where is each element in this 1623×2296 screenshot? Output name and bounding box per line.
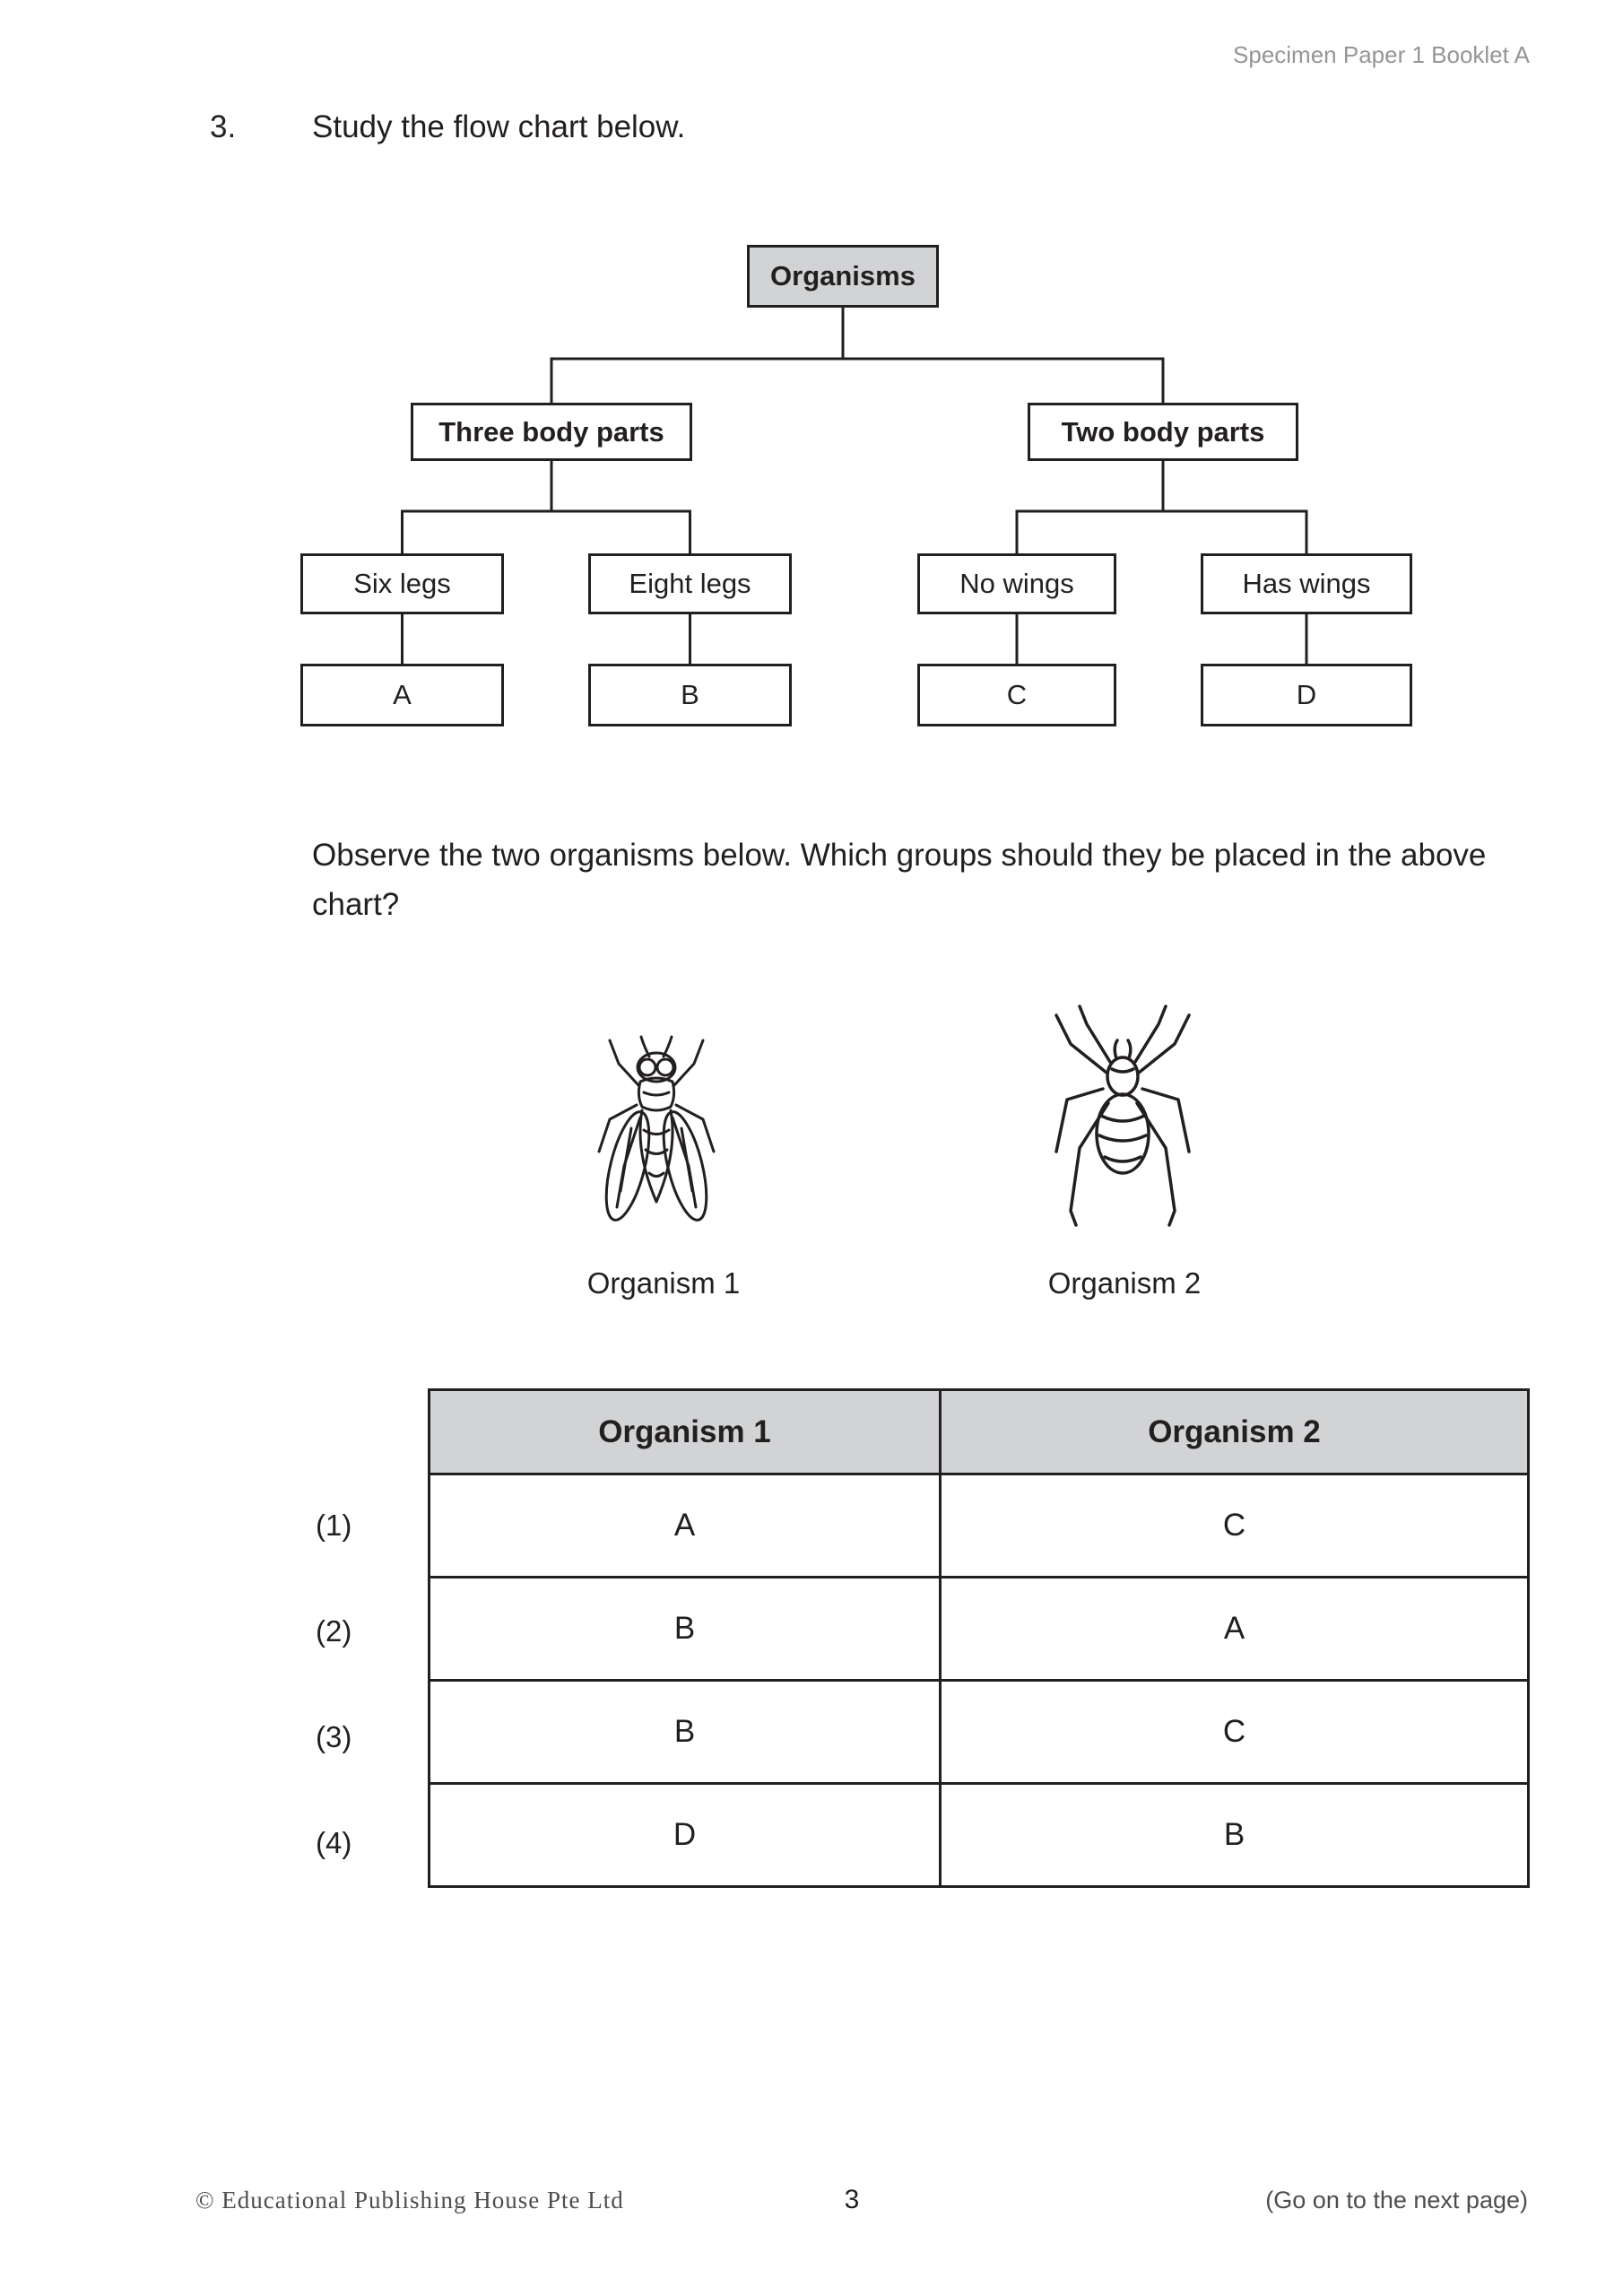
flowchart-box-eight-legs: Eight legs xyxy=(588,553,792,614)
flowchart-box-organisms: Organisms xyxy=(747,245,939,308)
flowchart-box-has-wings: Has wings xyxy=(1201,553,1412,614)
flowchart-box-group-b: B xyxy=(588,664,792,726)
organism-2-label: Organism 2 xyxy=(1047,1266,1202,1300)
spider-illustration xyxy=(1042,1003,1203,1231)
flowchart-box-two-body-parts: Two body parts xyxy=(1028,403,1298,461)
question-observe-text: Observe the two organisms below. Which groups should they be placed in the above chart? xyxy=(312,838,1487,922)
option-2-organism-2-cell: A xyxy=(941,1578,1529,1681)
option-3-label: (3) xyxy=(316,1720,352,1753)
flowchart-box-group-d: D xyxy=(1201,664,1412,726)
table-row xyxy=(430,1474,1529,1578)
option-3-organism-1-cell: B xyxy=(430,1681,941,1784)
option-2-label: (2) xyxy=(316,1614,352,1648)
option-1-organism-1-cell: A xyxy=(430,1474,941,1578)
option-4-label: (4) xyxy=(316,1826,352,1859)
option-2-organism-1-cell: B xyxy=(430,1578,941,1681)
footer-next-page-note: (Go on to the next page) xyxy=(1265,2187,1528,2213)
organism-1-label: Organism 1 xyxy=(586,1266,741,1300)
options-table xyxy=(428,1388,1530,1888)
options-table-header-organism-2: Organism 2 xyxy=(941,1390,1529,1474)
question-number: 3. xyxy=(210,109,237,144)
option-4-organism-1-cell: D xyxy=(430,1784,941,1887)
page-header-booklet-title: Specimen Paper 1 Booklet A xyxy=(1233,41,1530,68)
footer-page-number: 3 xyxy=(844,2185,860,2214)
option-3-organism-2-cell: C xyxy=(941,1681,1529,1784)
flowchart-box-three-body-parts: Three body parts xyxy=(411,403,692,461)
option-1-label: (1) xyxy=(316,1509,352,1542)
flowchart-box-group-a: A xyxy=(300,664,504,726)
flowchart-box-no-wings: No wings xyxy=(917,553,1116,614)
flowchart-box-group-c: C xyxy=(917,664,1116,726)
option-4-organism-2-cell: B xyxy=(941,1784,1529,1887)
question-prompt: Study the flow chart below. xyxy=(312,109,686,144)
footer-copyright: © Educational Publishing House Pte Ltd xyxy=(195,2187,624,2213)
options-table-header-row xyxy=(430,1390,1529,1474)
option-1-organism-2-cell: C xyxy=(941,1474,1529,1578)
table-row xyxy=(430,1681,1529,1784)
fly-illustration xyxy=(585,1030,728,1254)
table-row xyxy=(430,1578,1529,1681)
flowchart-box-six-legs: Six legs xyxy=(300,553,504,614)
table-row xyxy=(430,1784,1529,1887)
options-table-header-organism-1: Organism 1 xyxy=(430,1390,941,1474)
